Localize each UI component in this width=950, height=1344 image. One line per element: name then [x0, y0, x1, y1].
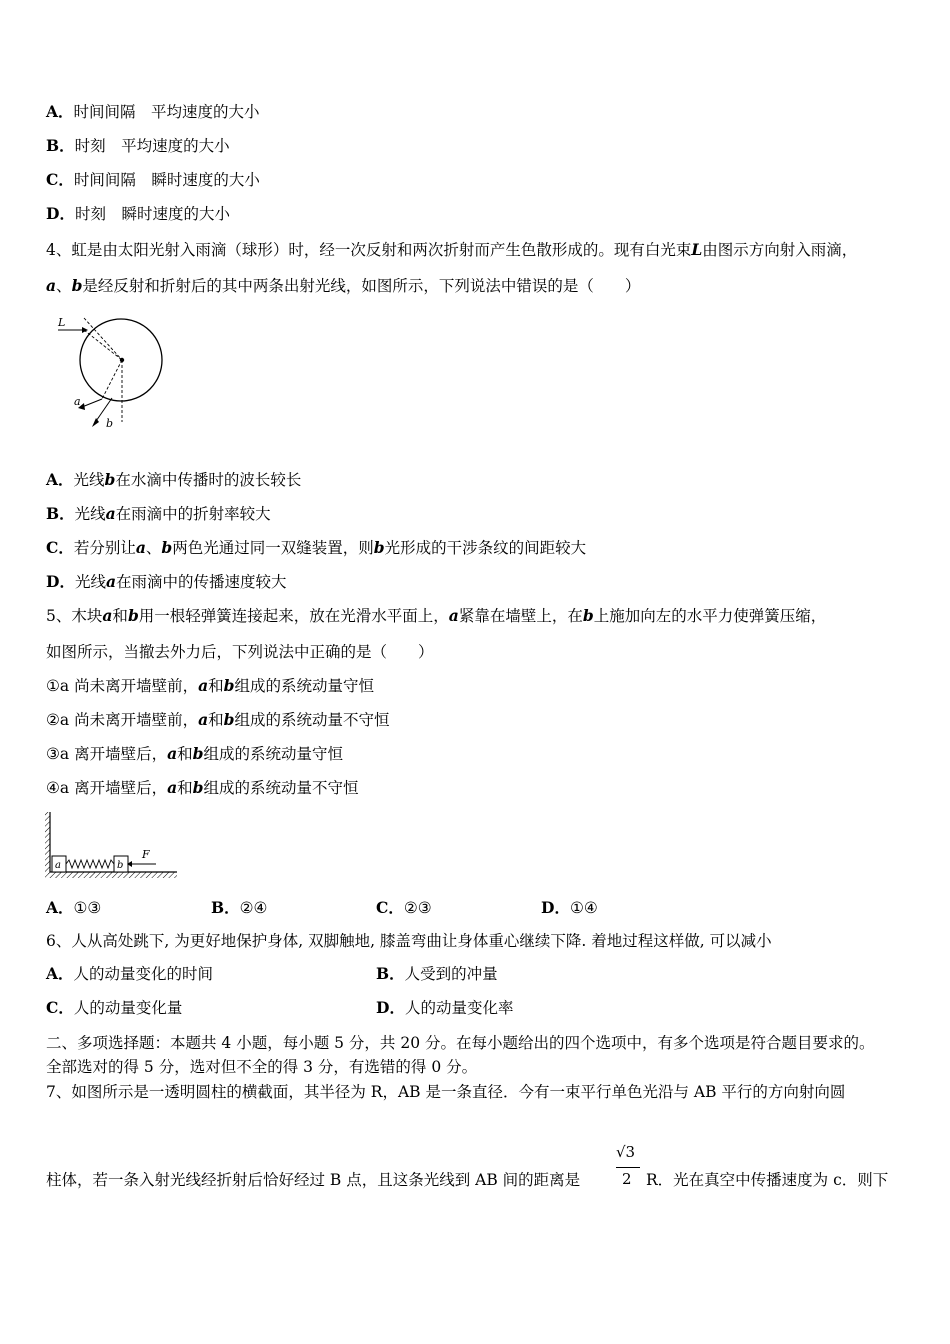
internal-ray-2 — [102, 360, 122, 399]
q4-option-a: A．光线b在水滴中传播时的波长较长 — [46, 470, 302, 489]
wall-hatch — [45, 812, 50, 874]
q5-statement-2: ②a 尚未离开墙壁前，a和b组成的系统动量不守恒 — [46, 710, 390, 729]
q5-option-b: B．②④ — [211, 898, 268, 917]
section2-line1: 二、多项选择题：本题共 4 小题，每小题 5 分，共 20 分。在每小题给出的四个选项中，有多个选项是符合题目要求的。 — [46, 1034, 875, 1052]
label-b: b — [106, 417, 114, 430]
label-L: L — [58, 316, 66, 329]
q5-statement-4: ④a 离开墙壁后，a和b组成的系统动量不守恒 — [46, 778, 359, 797]
section2-line2: 全部选对的得 5 分，选对但不全的得 3 分，有选错的得 0 分。 — [46, 1058, 478, 1076]
label-F: F — [142, 848, 150, 861]
q7-line2-b: R．光在真空中传播速度为 c．则下 — [646, 1171, 889, 1189]
q6-option-c: C．人的动量变化量 — [46, 998, 183, 1017]
spring — [66, 860, 114, 868]
q5-statement-3: ③a 离开墙壁后，a和b组成的系统动量守恒 — [46, 744, 343, 763]
q4-option-b: B．光线a在雨滴中的折射率较大 — [46, 504, 271, 523]
q6-option-d: D．人的动量变化率 — [376, 998, 514, 1017]
label-block-a: a — [55, 860, 61, 871]
label-block-b: b — [117, 860, 124, 871]
q3-option-d: D．时刻 瞬时速度的大小 — [46, 204, 230, 223]
q3-option-b: B．时刻 平均速度的大小 — [46, 136, 230, 155]
fraction-denominator: 2 — [622, 1170, 632, 1188]
q5-stem-line2: 如图所示，当撤去外力后，下列说法中正确的是（ ） — [46, 643, 434, 661]
q4-raindrop-figure — [44, 310, 174, 435]
internal-ray-1 — [84, 330, 122, 360]
fraction-numerator: √3 — [616, 1143, 636, 1161]
q6-stem: 6、人从高处跳下, 为更好地保护身体, 双脚触地, 膝盖弯曲让身体重心继续下降. 着地过程这样做, 可以减小 — [46, 932, 772, 950]
exit-arrow-b — [92, 418, 99, 427]
normal-dashed-1 — [84, 318, 122, 360]
q5-option-d: D．①④ — [541, 898, 598, 917]
q6-option-b: B．人受到的冲量 — [376, 964, 498, 983]
floor-hatch — [45, 872, 177, 878]
q4-stem-line2: a、b是经反射和折射后的其中两条出射光线，如图所示，下列说法中错误的是（ ） — [46, 276, 641, 295]
q5-statement-1: ①a 尚未离开墙壁前，a和b组成的系统动量守恒 — [46, 676, 374, 695]
q5-option-c: C．②③ — [376, 898, 432, 917]
q5-stem-line1: 5、木块a和b用一根轻弹簧连接起来，放在光滑水平面上，a紧靠在墙壁上，在b上施加向左的水平力使弹簧压缩， — [46, 606, 827, 625]
q5-options — [46, 898, 706, 918]
fraction-bar — [616, 1167, 640, 1168]
q6-options-row2 — [46, 998, 706, 1018]
exit-ray-a — [82, 399, 102, 407]
q4-option-d: D．光线a在雨滴中的传播速度较大 — [46, 572, 287, 591]
q7-line2-a: 柱体，若一条入射光线经折射后恰好经过 B 点，且这条光线到 AB 间的距离是 — [46, 1171, 581, 1189]
q5-option-a: A．①③ — [46, 898, 102, 917]
q7-line1: 7、如图所示是一透明圆柱的横截面，其半径为 R，AB 是一条直径．今有一束平行单色光沿与 AB 平行的方向射向圆 — [46, 1083, 846, 1101]
q6-option-a: A．人的动量变化的时间 — [46, 964, 214, 983]
q4-option-c: C．若分别让a、b两色光通过同一双缝装置，则b光形成的干涉条纹的间距较大 — [46, 538, 587, 557]
q6-options-row1 — [46, 964, 706, 984]
label-a: a — [74, 395, 81, 408]
sqrt3-over-2-fraction — [612, 1143, 646, 1195]
q4-stem-line1: 4、虹是由太阳光射入雨滴（球形）时，经一次反射和两次折射而产生色散形成的。现有白光束L由图示方向射入雨滴， — [46, 240, 858, 259]
q3-option-a: A．时间间隔 平均速度的大小 — [46, 102, 260, 121]
q3-option-c: C．时间间隔 瞬时速度的大小 — [46, 170, 260, 189]
incident-arrow — [82, 327, 88, 333]
q5-spring-figure — [44, 810, 184, 882]
